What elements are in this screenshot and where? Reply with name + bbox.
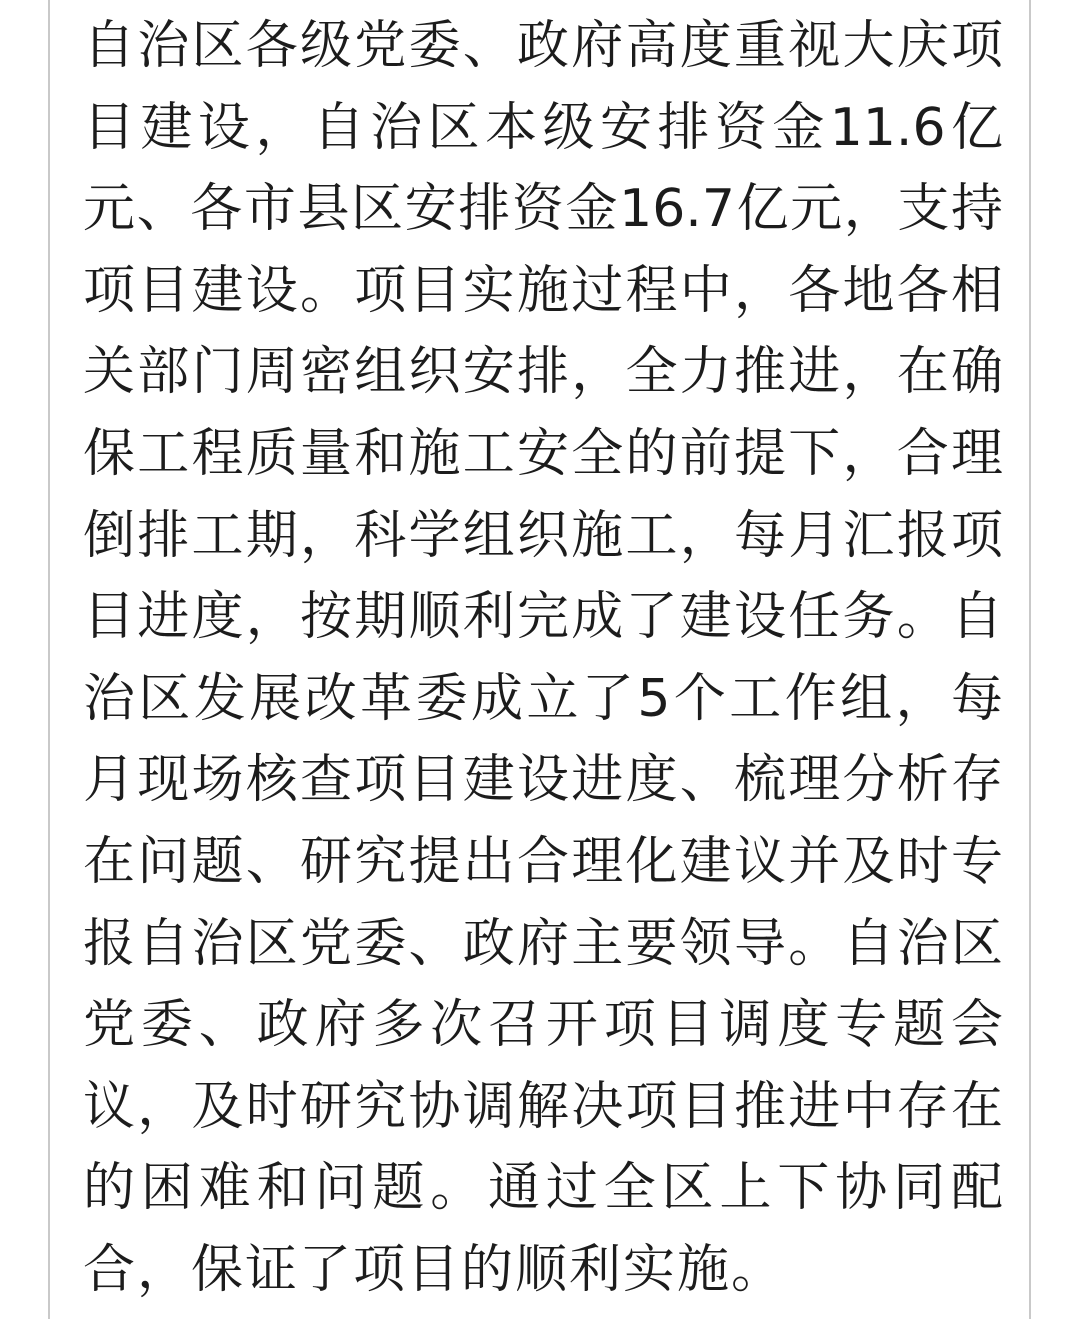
article-line: 关部门周密组织安排，全力推进，在确: [83, 342, 1003, 403]
article-body: [83, 6, 1003, 1312]
left-frame-border: [48, 0, 50, 1319]
article-line: 目进度，按期顺利完成了建设任务。自: [83, 587, 1003, 648]
article-line: 自治区各级党委、政府高度重视大庆项: [83, 16, 1003, 76]
article-line: 元、各市县区安排资金16.7亿元，支持: [83, 179, 1003, 240]
article-line: 项目建设。项目实施过程中，各地各相: [83, 260, 1003, 321]
article-line: 保工程质量和施工安全的前提下，合理: [83, 423, 1003, 484]
article-line: 治区发展改革委成立了5个工作组，每: [83, 668, 1003, 729]
article-line-last: 合，保证了项目的顺利实施。: [83, 1239, 786, 1300]
article-line: 月现场核查项目建设进度、梳理分析存: [83, 750, 1003, 811]
article-line: 报自治区党委、政府主要领导。自治区: [83, 913, 1003, 974]
article-line: 党委、政府多次召开项目调度专题会: [83, 995, 1003, 1056]
article-line: 在问题、研究提出合理化建议并及时专: [83, 831, 1003, 892]
article-line: 目建设，自治区本级安排资金11.6亿: [83, 97, 1003, 158]
right-frame-border: [1029, 0, 1031, 1319]
article-line: 议，及时研究协调解决项目推进中存在: [83, 1076, 1003, 1137]
article-line: 的困难和问题。通过全区上下协同配: [83, 1158, 1003, 1219]
article-line: 倒排工期，科学组织施工，每月汇报项: [83, 505, 1003, 566]
